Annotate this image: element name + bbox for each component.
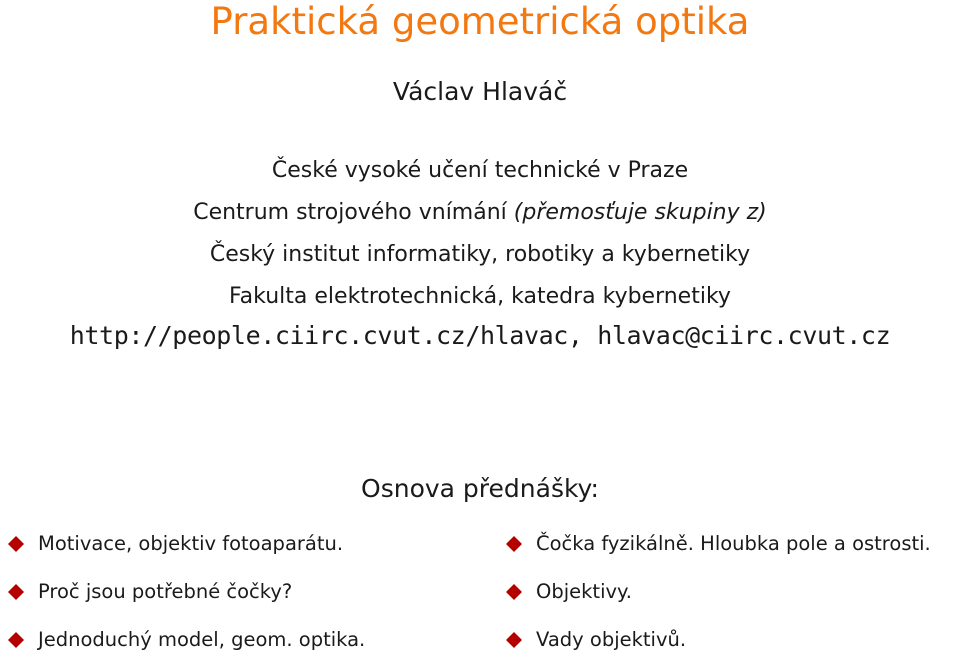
outline-item-label: Jednoduchý model, geom. optika. (38, 628, 366, 651)
red-diamond-icon (506, 632, 522, 648)
affiliation-faculty: Fakulta elektrotechnická, katedra kybernetiky (229, 284, 731, 309)
affiliation-center (0, 198, 960, 228)
affiliation-center-name: Centrum strojového vnímání (193, 200, 514, 225)
outline-item (506, 624, 931, 672)
outline-item (8, 576, 365, 624)
red-diamond-icon (506, 584, 522, 600)
outline-item-label: Vady objektivů. (536, 628, 687, 651)
red-diamond-icon (8, 632, 24, 648)
author-name: Václav Hlaváč (392, 77, 568, 106)
outline-list-right (506, 528, 931, 672)
outline-heading: Osnova přednášky: (361, 474, 599, 503)
outline-list-left (8, 528, 365, 672)
red-diamond-icon (8, 584, 24, 600)
slide-title: Praktická geometrická optika (210, 0, 750, 43)
affiliation-university: České vysoké učení technické v Praze (271, 158, 689, 183)
outline-item-label: Motivace, objektiv fotoaparátu. (38, 532, 344, 555)
outline-item (8, 528, 365, 576)
affiliation-institute: Český institut informatiky, robotiky a kybernetiky (209, 242, 751, 267)
outline-item (8, 624, 365, 672)
outline-item-label: Proč jsou potřebné čočky? (38, 580, 293, 603)
red-diamond-icon (8, 536, 24, 552)
contact-line: http://people.ciirc.cvut.cz/hlavac, hlavac@ciirc.cvut.cz (69, 321, 891, 350)
outline-item-label: Objektivy. (536, 580, 632, 603)
red-diamond-icon (506, 536, 522, 552)
outline-item (506, 576, 931, 624)
affiliation-center-note: (přemosťuje skupiny z) (513, 200, 767, 225)
outline-item-label: Čočka fyzikálně. Hloubka pole a ostrosti. (536, 532, 931, 555)
outline-item (506, 528, 931, 576)
